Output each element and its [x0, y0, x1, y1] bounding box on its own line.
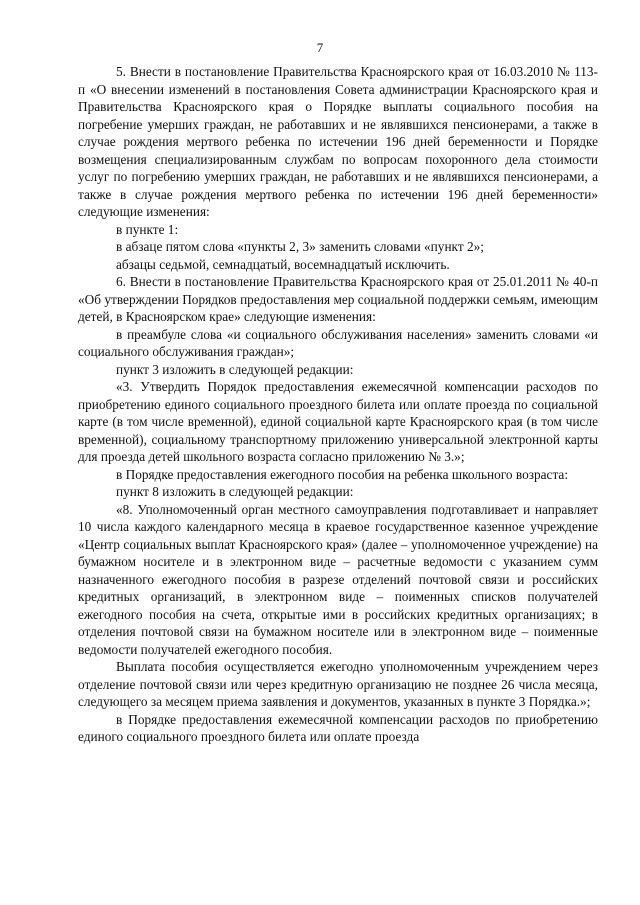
paragraph: в преамбуле слова «и социального обслуживания населения» заменить словами «и социального обслуживания граждан»; — [78, 326, 598, 359]
document-body — [78, 63, 598, 746]
paragraph: в Порядке предоставления ежегодного пособия на ребенка школьного возраста: — [116, 466, 569, 482]
paragraph: пункт 3 изложить в следующей редакции: — [116, 361, 354, 377]
paragraph: в Порядке предоставления ежемесячной компенсации расходов по приобретению единого социального проездного билета или оплате проезда — [78, 711, 598, 744]
paragraph: пункт 8 изложить в следующей редакции: — [116, 484, 354, 499]
paragraph: Выплата пособия осуществляется ежегодно уполномоченным учреждением через отделение почтовой связи или через кредитную организацию не позднее 26 числа месяца, следующего за месяцем приема заявления и документов, указанных в пункте 3 Порядка.»; — [78, 659, 598, 709]
paragraph: «8. Уполномоченный орган местного самоуправления подготавливает и направляет 10 числа каждого календарного месяца в краевое государственное казенное учреждение «Центр социальных выплат Красноярского края» (далее – уполномоченное учреждение) на бумажном носителе и в электронном виде – расчетные ведомости с указанием сумм назначенного ежегодного пособия в разрезе отделений почтовой связи и российских кредитных организаций, в электронном виде – поименных списков получателей ежегодного пособия на счета, открытые ими в российских кредитных организациях; в отделения почтовой связи на бумажном носителе или в электронном виде – поименные ведомости получателей ежегодного пособия. — [78, 501, 598, 657]
paragraph: в пункте 1: — [116, 221, 179, 237]
paragraph: в абзаце пятом слова «пункты 2, 3» заменить словами «пункт 2»; — [116, 239, 484, 254]
paragraph: 6. Внести в постановление Правительства Красноярского края от 25.01.2011 № 40-п «Об утверждении Порядков предоставления мер социальной поддержки семьям, имеющим детей, в Красноярском крае» следующие изменения: — [78, 274, 598, 324]
paragraph: 5. Внести в постановление Правительства Красноярского края от 16.03.2010 № 113-п «О внесении изменений в постановления Совета администрации Красноярского края и Правительства Красноярского края о Порядке выплаты социального пособия на погребение умерших граждан, не работавших и не являвшихся пенсионерами, а также в случае рождения мертвого ребенка по истечении 196 дней беременности и Порядке возмещения специализированным службам по вопросам похоронного дела стоимости услуг по погребению умерших граждан, не работавших и не являвшихся пенсионерами, а также в случае рождения мертвого ребенка по истечении 196 дней беременности» следующие изменения: — [78, 64, 598, 219]
paragraph: «3. Утвердить Порядок предоставления ежемесячной компенсации расходов по приобретению единого социального проездного билета или оплате проезда по социальной карте (в том числе временной), единой социальной карте Красноярского края (в том числе временной), социальному транспортному приложению универсальной электронной карты для проезда детей школьного возраста согласно приложению № 3.»; — [78, 379, 598, 464]
page-number: 7 — [316, 40, 324, 55]
paragraph: абзацы седьмой, семнадцатый, восемнадцатый исключить. — [116, 256, 450, 272]
